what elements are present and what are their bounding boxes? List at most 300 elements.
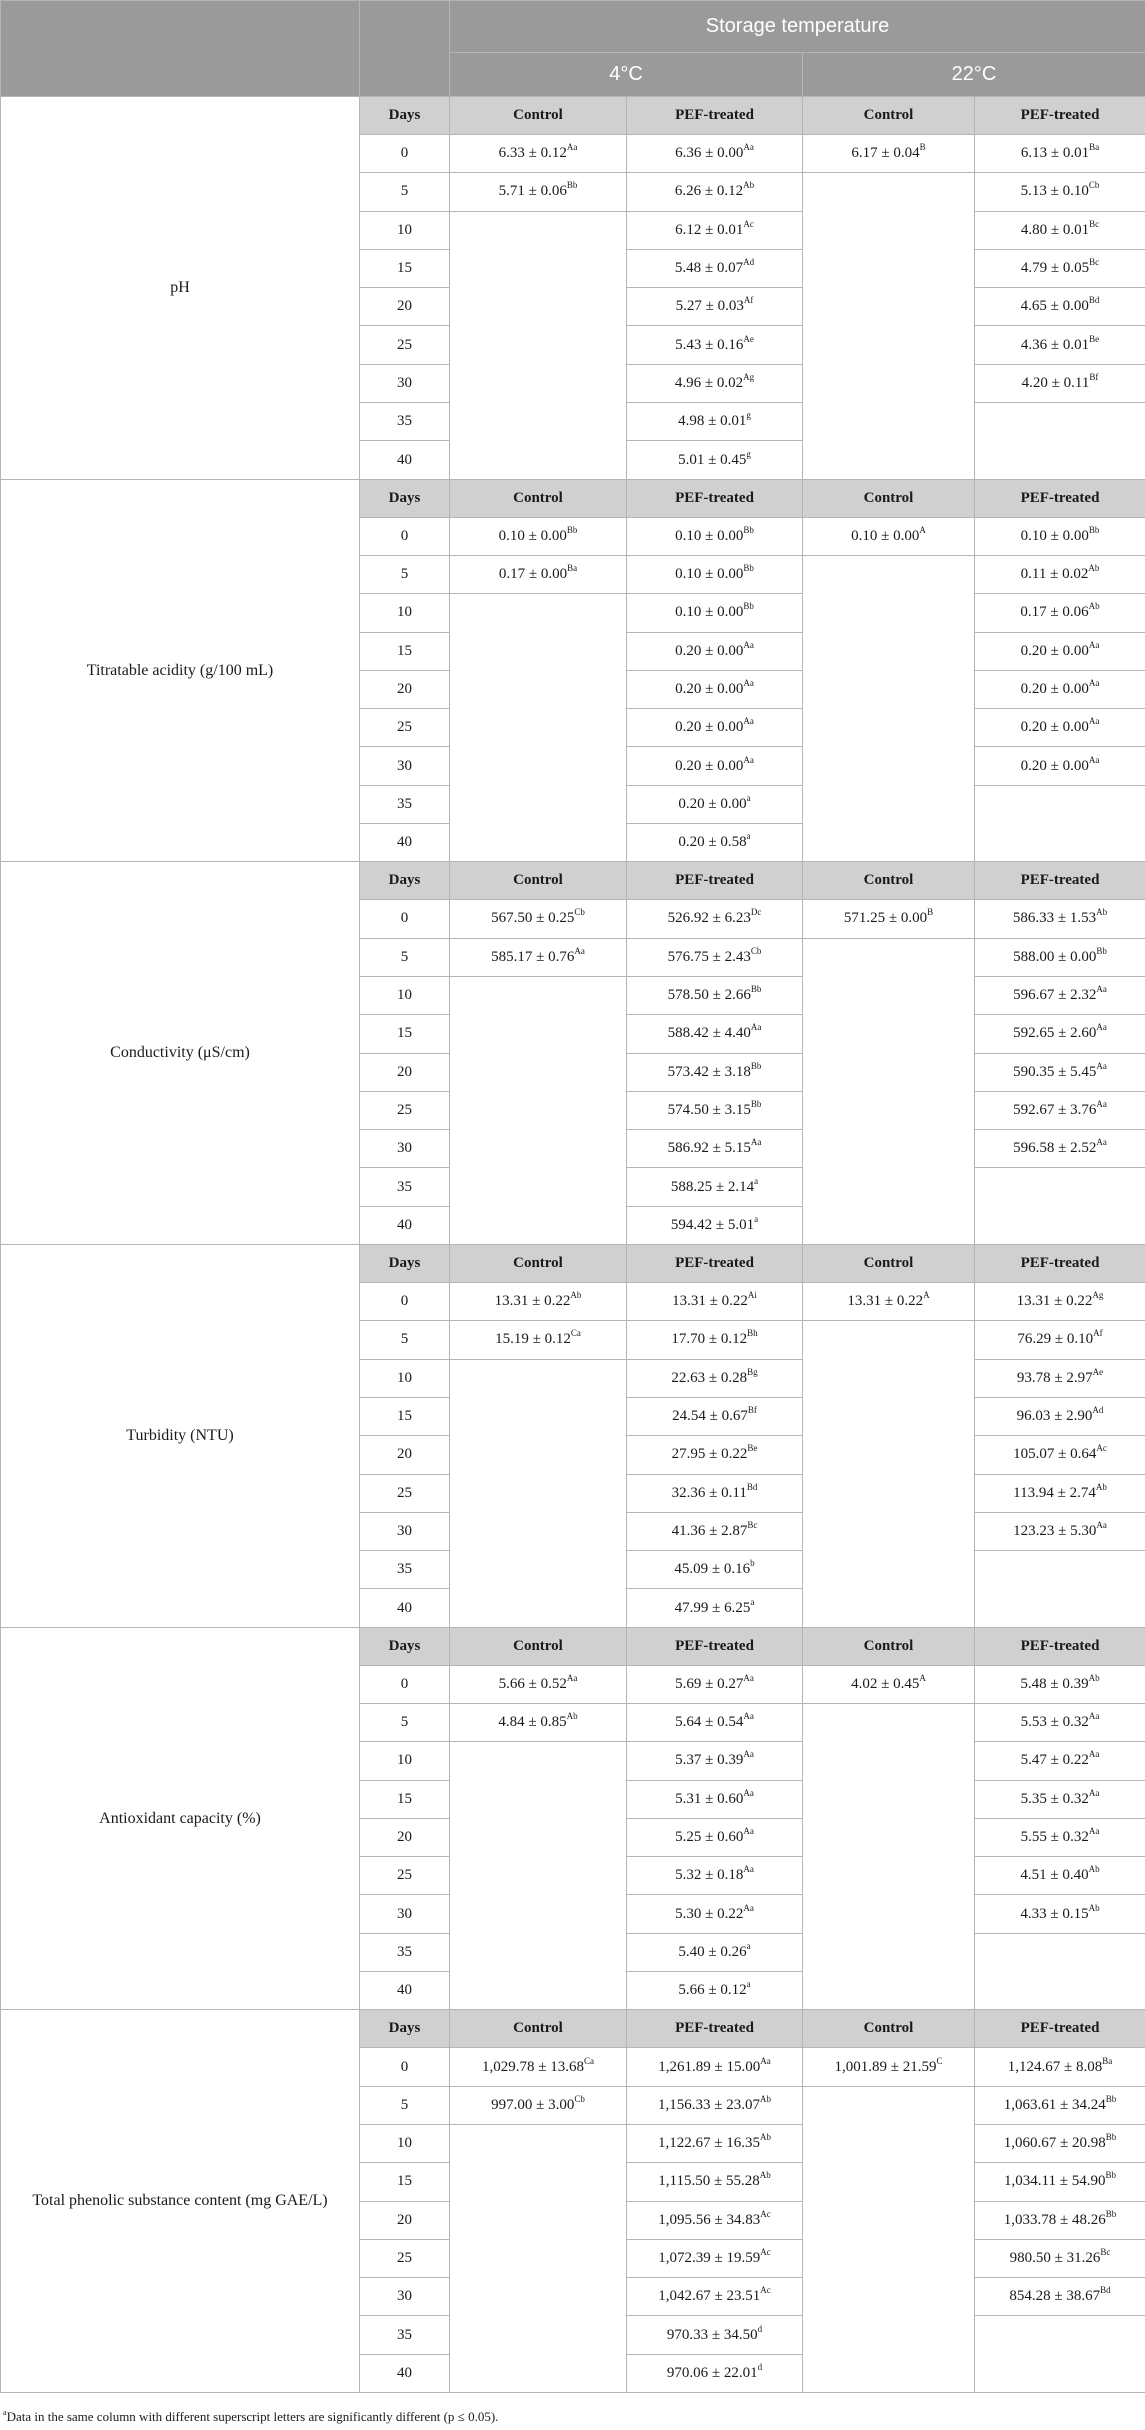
pef-4c-cell [627,785,803,823]
significance-letters: A [919,524,926,535]
pef-4c-column-header: PEF-treated [627,97,803,135]
table-footnote [3,2409,498,2425]
value-text: 574.50 ± 3.15 [667,1101,751,1118]
significance-letters: Aa [743,639,754,650]
pef-4c-cell [627,403,803,441]
day-cell: 10 [360,211,450,249]
pef-4c-cell [627,709,803,747]
pef-22c-cell [975,938,1145,976]
pef-22c-cell [975,2048,1145,2086]
day-cell: 5 [360,1321,450,1359]
value-text: 586.33 ± 1.53 [1012,910,1097,927]
significance-letters: Aa [743,1672,754,1683]
significance-letters: Ab [759,2170,771,2181]
pef-22c-cell [975,1703,1145,1741]
significance-letters: a [746,831,751,842]
day-cell: 20 [360,288,450,326]
value-text: 47.99 ± 6.25 [674,1599,751,1616]
value-text: 27.95 ± 0.22 [671,1446,748,1463]
value-text: 0.10 ± 0.00 [1020,527,1089,544]
value-text: 22.63 ± 0.28 [671,1369,748,1386]
control-4c-cell [450,555,627,593]
value-text: 15.19 ± 0.12 [495,1331,571,1348]
value-text: 573.42 ± 3.18 [667,1063,751,1080]
value-text: 854.28 ± 38.67 [1009,2288,1101,2305]
value-text: 45.09 ± 0.16 [674,1561,751,1578]
pef-22c-cell [975,326,1145,364]
significance-letters: Cb [750,945,762,956]
pef-22c-cell [975,2239,1145,2277]
pef-22c-cell [975,632,1145,670]
pef-4c-cell [627,1168,803,1206]
day-cell: 35 [360,1168,450,1206]
control-4c-column-header: Control [450,97,627,135]
days-column-header: Days [360,479,450,517]
significance-letters: a [754,1213,759,1224]
day-cell: 40 [360,1589,450,1627]
value-text: 5.71 ± 0.06 [498,183,567,200]
pef-4c-cell [627,1436,803,1474]
value-text: 980.50 ± 31.26 [1009,2249,1101,2266]
pef-22c-cell [975,1512,1145,1550]
value-text: 1,072.39 ± 19.59 [658,2249,761,2266]
value-text: 5.53 ± 0.32 [1020,1714,1089,1731]
pef-4c-cell [627,938,803,976]
empty-control-4c-block [450,976,627,1244]
pef-22c-cell [975,288,1145,326]
significance-letters: Aa [743,1749,754,1760]
pef-22c-cell [975,1436,1145,1474]
pef-4c-cell [627,1703,803,1741]
day-cell: 5 [360,1703,450,1741]
value-text: 1,060.67 ± 20.98 [1003,2135,1106,2152]
value-text: 0.20 ± 0.00 [1020,642,1089,659]
significance-letters: Bb [743,601,754,612]
significance-letters: Aa [743,1787,754,1798]
temp-22c-header: 22°C [803,53,1145,97]
day-cell: 30 [360,747,450,785]
significance-letters: Aa [1088,1787,1100,1798]
pef-22c-cell [975,135,1145,173]
value-text: 586.92 ± 5.15 [667,1140,751,1157]
significance-letters: Aa [743,142,754,153]
pef-22c-cell [975,364,1145,402]
value-text: 4.98 ± 0.01 [678,413,747,430]
significance-letters: B [927,907,934,918]
significance-letters: Dc [750,907,762,918]
significance-letters: A [919,1672,926,1683]
days-column-header: Days [360,862,450,900]
significance-letters: Aa [1096,1060,1107,1071]
significance-letters: a [746,1979,751,1990]
pef-4c-cell [627,1397,803,1435]
pef-22c-cell [975,1359,1145,1397]
pef-22c-cell [975,1283,1145,1321]
pef-4c-cell [627,517,803,555]
pef-4c-cell [627,364,803,402]
day-cell: 0 [360,900,450,938]
value-text: 4.20 ± 0.11 [1021,374,1090,391]
pef-4c-cell [627,900,803,938]
day-cell: 0 [360,517,450,555]
value-text: 0.20 ± 0.00 [675,757,744,774]
pef-4c-column-header: PEF-treated [627,1245,803,1283]
day-cell: 25 [360,1857,450,1895]
significance-letters: Bg [747,1366,758,1377]
value-text: 96.03 ± 2.90 [1016,1408,1093,1425]
significance-letters: Bd [1088,295,1100,306]
value-text: 5.40 ± 0.26 [678,1943,747,1960]
value-text: 5.31 ± 0.60 [675,1790,744,1807]
significance-letters: Aa [566,142,578,153]
pef-4c-cell [627,2163,803,2201]
significance-letters: Cb [574,2093,585,2104]
day-cell: 35 [360,403,450,441]
value-text: 13.31 ± 0.22 [1016,1293,1093,1310]
pef-4c-column-header: PEF-treated [627,479,803,517]
day-cell: 40 [360,824,450,862]
control-22c-cell [803,1665,975,1703]
pef-4c-cell [627,1474,803,1512]
significance-letters: Aa [1088,639,1100,650]
section-label: pH [1,97,360,480]
significance-letters: Aa [1088,1749,1100,1760]
pef-4c-cell [627,1742,803,1780]
day-cell: 25 [360,1091,450,1129]
empty-control-4c-block [450,1359,627,1627]
day-cell: 25 [360,709,450,747]
pef-22c-cell [975,2278,1145,2316]
pef-4c-cell [627,2201,803,2239]
day-cell: 35 [360,1933,450,1971]
value-text: 5.27 ± 0.03 [675,298,744,315]
value-text: 588.42 ± 4.40 [667,1025,751,1042]
empty-control-22c-block [803,2086,975,2392]
significance-letters: Aa [566,1672,578,1683]
value-text: 970.06 ± 22.01 [666,2364,758,2381]
significance-letters: Aa [574,945,585,956]
pef-22c-cell [975,1665,1145,1703]
day-cell: 15 [360,249,450,287]
value-text: 17.70 ± 0.12 [671,1331,748,1348]
significance-letters: Ac [760,2208,771,2219]
significance-letters: Bb [566,524,578,535]
value-text: 5.35 ± 0.32 [1020,1790,1089,1807]
value-text: 4.02 ± 0.45 [851,1675,920,1692]
significance-letters: Aa [1088,1711,1100,1722]
significance-letters: a [746,792,751,803]
pef-4c-column-header: PEF-treated [627,1627,803,1665]
significance-letters: a [746,1940,751,1951]
pef-4c-cell [627,1933,803,1971]
significance-letters: Ab [743,180,755,191]
pef-4c-cell [627,211,803,249]
value-text: 585.17 ± 0.76 [491,948,575,965]
value-text: 13.31 ± 0.22 [847,1293,924,1310]
value-text: 6.33 ± 0.12 [498,145,567,162]
value-text: 5.48 ± 0.07 [674,260,744,277]
control-22c-column-header: Control [803,2010,975,2048]
pef-22c-cell [975,747,1145,785]
significance-letters: Aa [743,754,754,765]
pef-22c-cell [975,2124,1145,2162]
control-4c-cell [450,900,627,938]
day-cell: 0 [360,2048,450,2086]
pef-4c-cell [627,1857,803,1895]
value-text: 5.47 ± 0.22 [1020,1752,1089,1769]
control-4c-cell [450,517,627,555]
value-text: 5.66 ± 0.52 [498,1675,567,1692]
empty-pef-22c-block [975,1933,1145,2010]
day-cell: 10 [360,1359,450,1397]
day-cell: 15 [360,2163,450,2201]
significance-letters: Bb [1105,2093,1117,2104]
pef-22c-cell [975,555,1145,593]
empty-pef-22c-block [975,2316,1145,2393]
day-cell: 5 [360,2086,450,2124]
day-cell: 30 [360,1512,450,1550]
temp-4c-header: 4°C [450,53,803,97]
significance-letters: Ab [1088,1902,1100,1913]
value-text: 0.10 ± 0.00 [675,527,744,544]
day-cell: 15 [360,1780,450,1818]
value-text: 0.10 ± 0.00 [851,527,920,544]
significance-letters: b [750,1558,755,1569]
empty-control-4c-block [450,211,627,479]
section-subheader-row [1,862,1145,900]
value-text: 1,122.67 ± 16.35 [658,2135,760,2152]
day-cell: 0 [360,135,450,173]
control-22c-cell [803,2048,975,2086]
pef-4c-cell [627,1321,803,1359]
empty-control-22c-block [803,1321,975,1627]
value-text: 592.65 ± 2.60 [1013,1025,1097,1042]
control-4c-column-header: Control [450,479,627,517]
header-blank-cell [360,1,450,97]
significance-letters: Bb [750,984,762,995]
control-22c-column-header: Control [803,1627,975,1665]
significance-letters: Ab [1088,1672,1100,1683]
control-4c-cell [450,1703,627,1741]
day-cell: 20 [360,670,450,708]
section-subheader-row [1,2010,1145,2048]
control-4c-column-header: Control [450,1245,627,1283]
significance-letters: Bf [747,1405,757,1416]
value-text: 0.11 ± 0.02 [1020,566,1089,583]
pef-4c-cell [627,1818,803,1856]
significance-letters: Aa [743,1902,754,1913]
day-cell: 20 [360,1436,450,1474]
control-4c-cell [450,2086,627,2124]
control-4c-cell [450,1665,627,1703]
pef-22c-cell [975,1091,1145,1129]
value-text: 123.23 ± 5.30 [1013,1522,1097,1539]
control-4c-cell [450,1321,627,1359]
significance-letters: Bc [747,1519,758,1530]
value-text: 4.80 ± 0.01 [1020,221,1090,238]
significance-letters: Af [1093,1328,1103,1339]
value-text: 1,156.33 ± 23.07 [658,2096,760,2113]
pef-4c-cell [627,2354,803,2392]
pef-22c-cell [975,211,1145,249]
pef-22c-column-header: PEF-treated [975,862,1145,900]
day-cell: 20 [360,1053,450,1091]
value-text: 4.84 ± 0.85 [498,1714,567,1731]
pef-22c-cell [975,1474,1145,1512]
control-4c-cell [450,2048,627,2086]
empty-control-22c-block [803,1703,975,2009]
significance-letters: Aa [750,1137,762,1148]
pef-4c-cell [627,555,803,593]
value-text: 32.36 ± 0.11 [671,1484,747,1501]
day-cell: 20 [360,2201,450,2239]
significance-letters: Aa [1096,1137,1107,1148]
significance-letters: Ai [747,1290,757,1301]
value-text: 596.67 ± 2.32 [1013,987,1097,1004]
significance-letters: Bb [1088,524,1100,535]
control-4c-cell [450,173,627,211]
value-text: 5.55 ± 0.32 [1020,1829,1089,1846]
section-label: Conductivity (μS/cm) [1,862,360,1245]
significance-letters: Ab [1088,601,1100,612]
significance-letters: Af [743,295,754,306]
value-text: 5.13 ± 0.10 [1020,183,1089,200]
pef-22c-cell [975,594,1145,632]
control-22c-cell [803,135,975,173]
pef-4c-cell [627,326,803,364]
pef-22c-cell [975,173,1145,211]
value-text: 571.25 ± 0.00 [843,910,928,927]
value-text: 6.26 ± 0.12 [674,183,744,200]
value-text: 588.00 ± 0.00 [1013,948,1097,965]
pef-4c-cell [627,2048,803,2086]
pef-4c-cell [627,976,803,1014]
significance-letters: Bb [1105,2170,1116,2181]
pef-4c-cell [627,2086,803,2124]
significance-letters: A [923,1290,930,1301]
pef-4c-cell [627,2278,803,2316]
section-label: Antioxidant capacity (%) [1,1627,360,2010]
value-text: 76.29 ± 0.10 [1017,1331,1094,1348]
significance-letters: a [754,1175,759,1186]
value-text: 0.20 ± 0.00 [675,719,744,736]
control-4c-column-header: Control [450,2010,627,2048]
pef-4c-column-header: PEF-treated [627,862,803,900]
value-text: 5.43 ± 0.16 [675,336,744,353]
control-4c-cell [450,135,627,173]
day-cell: 5 [360,173,450,211]
significance-letters: Aa [1088,1826,1100,1837]
value-text: 41.36 ± 2.87 [671,1522,748,1539]
significance-letters: Aa [1096,1098,1107,1109]
day-cell: 15 [360,1397,450,1435]
empty-control-4c-block [450,594,627,862]
significance-letters: Ac [743,218,754,229]
pef-4c-cell [627,1589,803,1627]
pef-22c-cell [975,249,1145,287]
value-text: 105.07 ± 0.64 [1013,1446,1097,1463]
value-text: 1,095.56 ± 34.83 [658,2211,761,2228]
pef-4c-cell [627,288,803,326]
value-text: 0.20 ± 0.00 [1020,757,1089,774]
pef-4c-cell [627,1665,803,1703]
value-text: 526.92 ± 6.23 [667,910,751,927]
pef-4c-cell [627,1780,803,1818]
pef-4c-cell [627,747,803,785]
significance-letters: Ab [1096,907,1108,918]
significance-letters: Ag [1092,1290,1104,1301]
value-text: 1,063.61 ± 34.24 [1003,2096,1106,2113]
significance-letters: Ba [1102,2055,1113,2066]
pef-4c-cell [627,1359,803,1397]
day-cell: 10 [360,594,450,632]
significance-letters: Ab [759,2093,771,2104]
significance-letters: Aa [743,716,754,727]
value-text: 5.48 ± 0.39 [1020,1675,1089,1692]
day-cell: 0 [360,1665,450,1703]
value-text: 1,261.89 ± 15.00 [658,2058,761,2075]
day-cell: 30 [360,1130,450,1168]
day-cell: 10 [360,2124,450,2162]
pef-22c-column-header: PEF-treated [975,2010,1145,2048]
pef-22c-column-header: PEF-treated [975,97,1145,135]
pef-22c-cell [975,1857,1145,1895]
pef-4c-cell [627,1206,803,1244]
value-text: 0.10 ± 0.00 [675,566,744,583]
significance-letters: Ab [566,1711,578,1722]
empty-control-4c-block [450,1742,627,2010]
day-cell: 25 [360,326,450,364]
value-text: 6.36 ± 0.00 [675,145,744,162]
value-text: 596.58 ± 2.52 [1013,1140,1097,1157]
pef-4c-cell [627,173,803,211]
significance-letters: Aa [1088,678,1100,688]
significance-letters: Ad [743,257,755,268]
value-text: 0.20 ± 0.00 [1020,681,1089,697]
value-text: 0.10 ± 0.00 [675,604,744,621]
significance-letters: d [757,2323,763,2334]
day-cell: 30 [360,364,450,402]
significance-letters: Ca [583,2055,594,2066]
pef-22c-cell [975,670,1145,708]
value-text: 0.20 ± 0.58 [678,834,747,851]
control-22c-column-header: Control [803,479,975,517]
day-cell: 10 [360,1742,450,1780]
pef-4c-cell [627,249,803,287]
value-text: 5.64 ± 0.54 [675,1714,744,1731]
section-subheader-row [1,479,1145,517]
control-4c-column-header: Control [450,1627,627,1665]
significance-letters: Aa [1096,1022,1107,1033]
empty-control-22c-block [803,555,975,861]
value-text: 13.31 ± 0.22 [494,1293,571,1310]
significance-letters: Be [747,1443,758,1454]
value-text: 6.17 ± 0.04 [851,145,920,162]
significance-letters: Aa [1096,1519,1107,1530]
value-text: 0.20 ± 0.00 [1020,719,1089,736]
storage-temperature-header: Storage temperature [450,1,1145,53]
pef-22c-cell [975,1130,1145,1168]
pef-22c-column-header: PEF-treated [975,1245,1145,1283]
value-text: 4.51 ± 0.40 [1020,1867,1089,1884]
value-text: 970.33 ± 34.50 [666,2326,758,2343]
significance-letters: Bh [747,1328,758,1339]
section-subheader-row [1,1245,1145,1283]
value-text: 588.25 ± 2.14 [670,1178,755,1195]
significance-letters: Ab [1088,563,1100,574]
significance-letters: Cb [1088,180,1100,191]
value-text: 4.65 ± 0.00 [1020,298,1089,315]
